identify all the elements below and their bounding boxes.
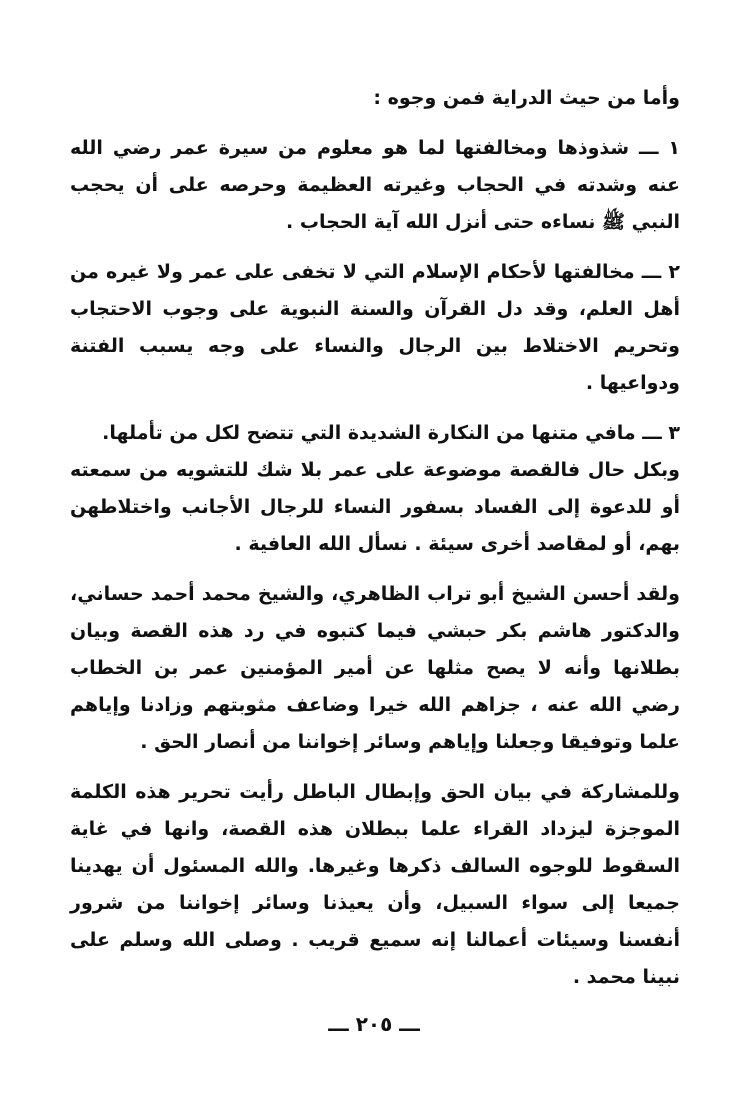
paragraph-spacer: [70, 117, 680, 130]
paragraph-spacer: [70, 761, 680, 774]
paragraph-point-2: ٢ ـــ مخالفتها لأحكام الإسلام التي لا تخفى على عمر ولا غيره من أهل العلم، وقد دل القرآن والسنة النبوية على وجوب الاحتجاب وتحريم الاختلاط بين الرجال والنساء على وجه يسبب الفتنة ودواعيها .: [70, 261, 680, 394]
paragraph-spacer: [70, 402, 680, 415]
paragraph-acknowledgement: ولقد أحسن الشيخ أبو تراب الظاهري، والشيخ محمد أحمد حساني، والدكتور هاشم بكر حبشي فيما كتبوه في رد هذه القصة وبيان بطلانها وأنه لا يصح مثلها عن أمير المؤمنين عمر بن الخطاب رضي الله عنه ، جزاهم الله خيرا وضاعف مثوبتهم وزادنا وإياهم علما وتوفيقا وجعلنا وإياهم وسائر إخواننا من أنصار الحق .: [70, 583, 680, 753]
paragraph-conclusion: وبكل حال فالقصة موضوعة على عمر بلا شك للتشويه من سمعته أو للدعوة إلى الفساد بسفور النساء للرجال الأجانب واختلاطهن بهم، أو لمقاصد أخرى سيئة . نسأل الله العافية .: [70, 459, 680, 555]
page-number: ـــ ٢٠٥ ـــ: [328, 1012, 420, 1036]
paragraph-spacer: [70, 563, 680, 576]
paragraph-point-3: ٣ ـــ مافي متنها من النكارة الشديدة التي تتضح لكل من تأملها.: [102, 422, 680, 444]
paragraph-intro: وأما من حيث الدراية فمن وجوه :: [373, 87, 680, 109]
body-text: [70, 80, 680, 996]
paragraph-closing: وللمشاركة في بيان الحق وإبطال الباطل رأيت تحرير هذه الكلمة الموجزة ليزداد القراء علما ببطلان هذه القصة، وانها في غاية السقوط للوجوه السالف ذكرها وغيرها. والله المسئول أن يهدينا جميعا إلى سواء السبيل، وأن يعيذنا وسائر إخواننا من شرور أنفسنا وسيئات أعمالنا إنه سميع قريب . وصلى الله وسلم على نبينا محمد .: [70, 781, 680, 988]
paragraph-point-1: ١ ـــ شذوذها ومخالفتها لما هو معلوم من سيرة عمر رضي الله عنه وشدته في الحجاب وغيرته العظيمة وحرصه على أن يحجب النبي ﷺ نساءه حتى أنزل الله آية الحجاب .: [70, 137, 680, 233]
paragraph-spacer: [70, 241, 680, 254]
